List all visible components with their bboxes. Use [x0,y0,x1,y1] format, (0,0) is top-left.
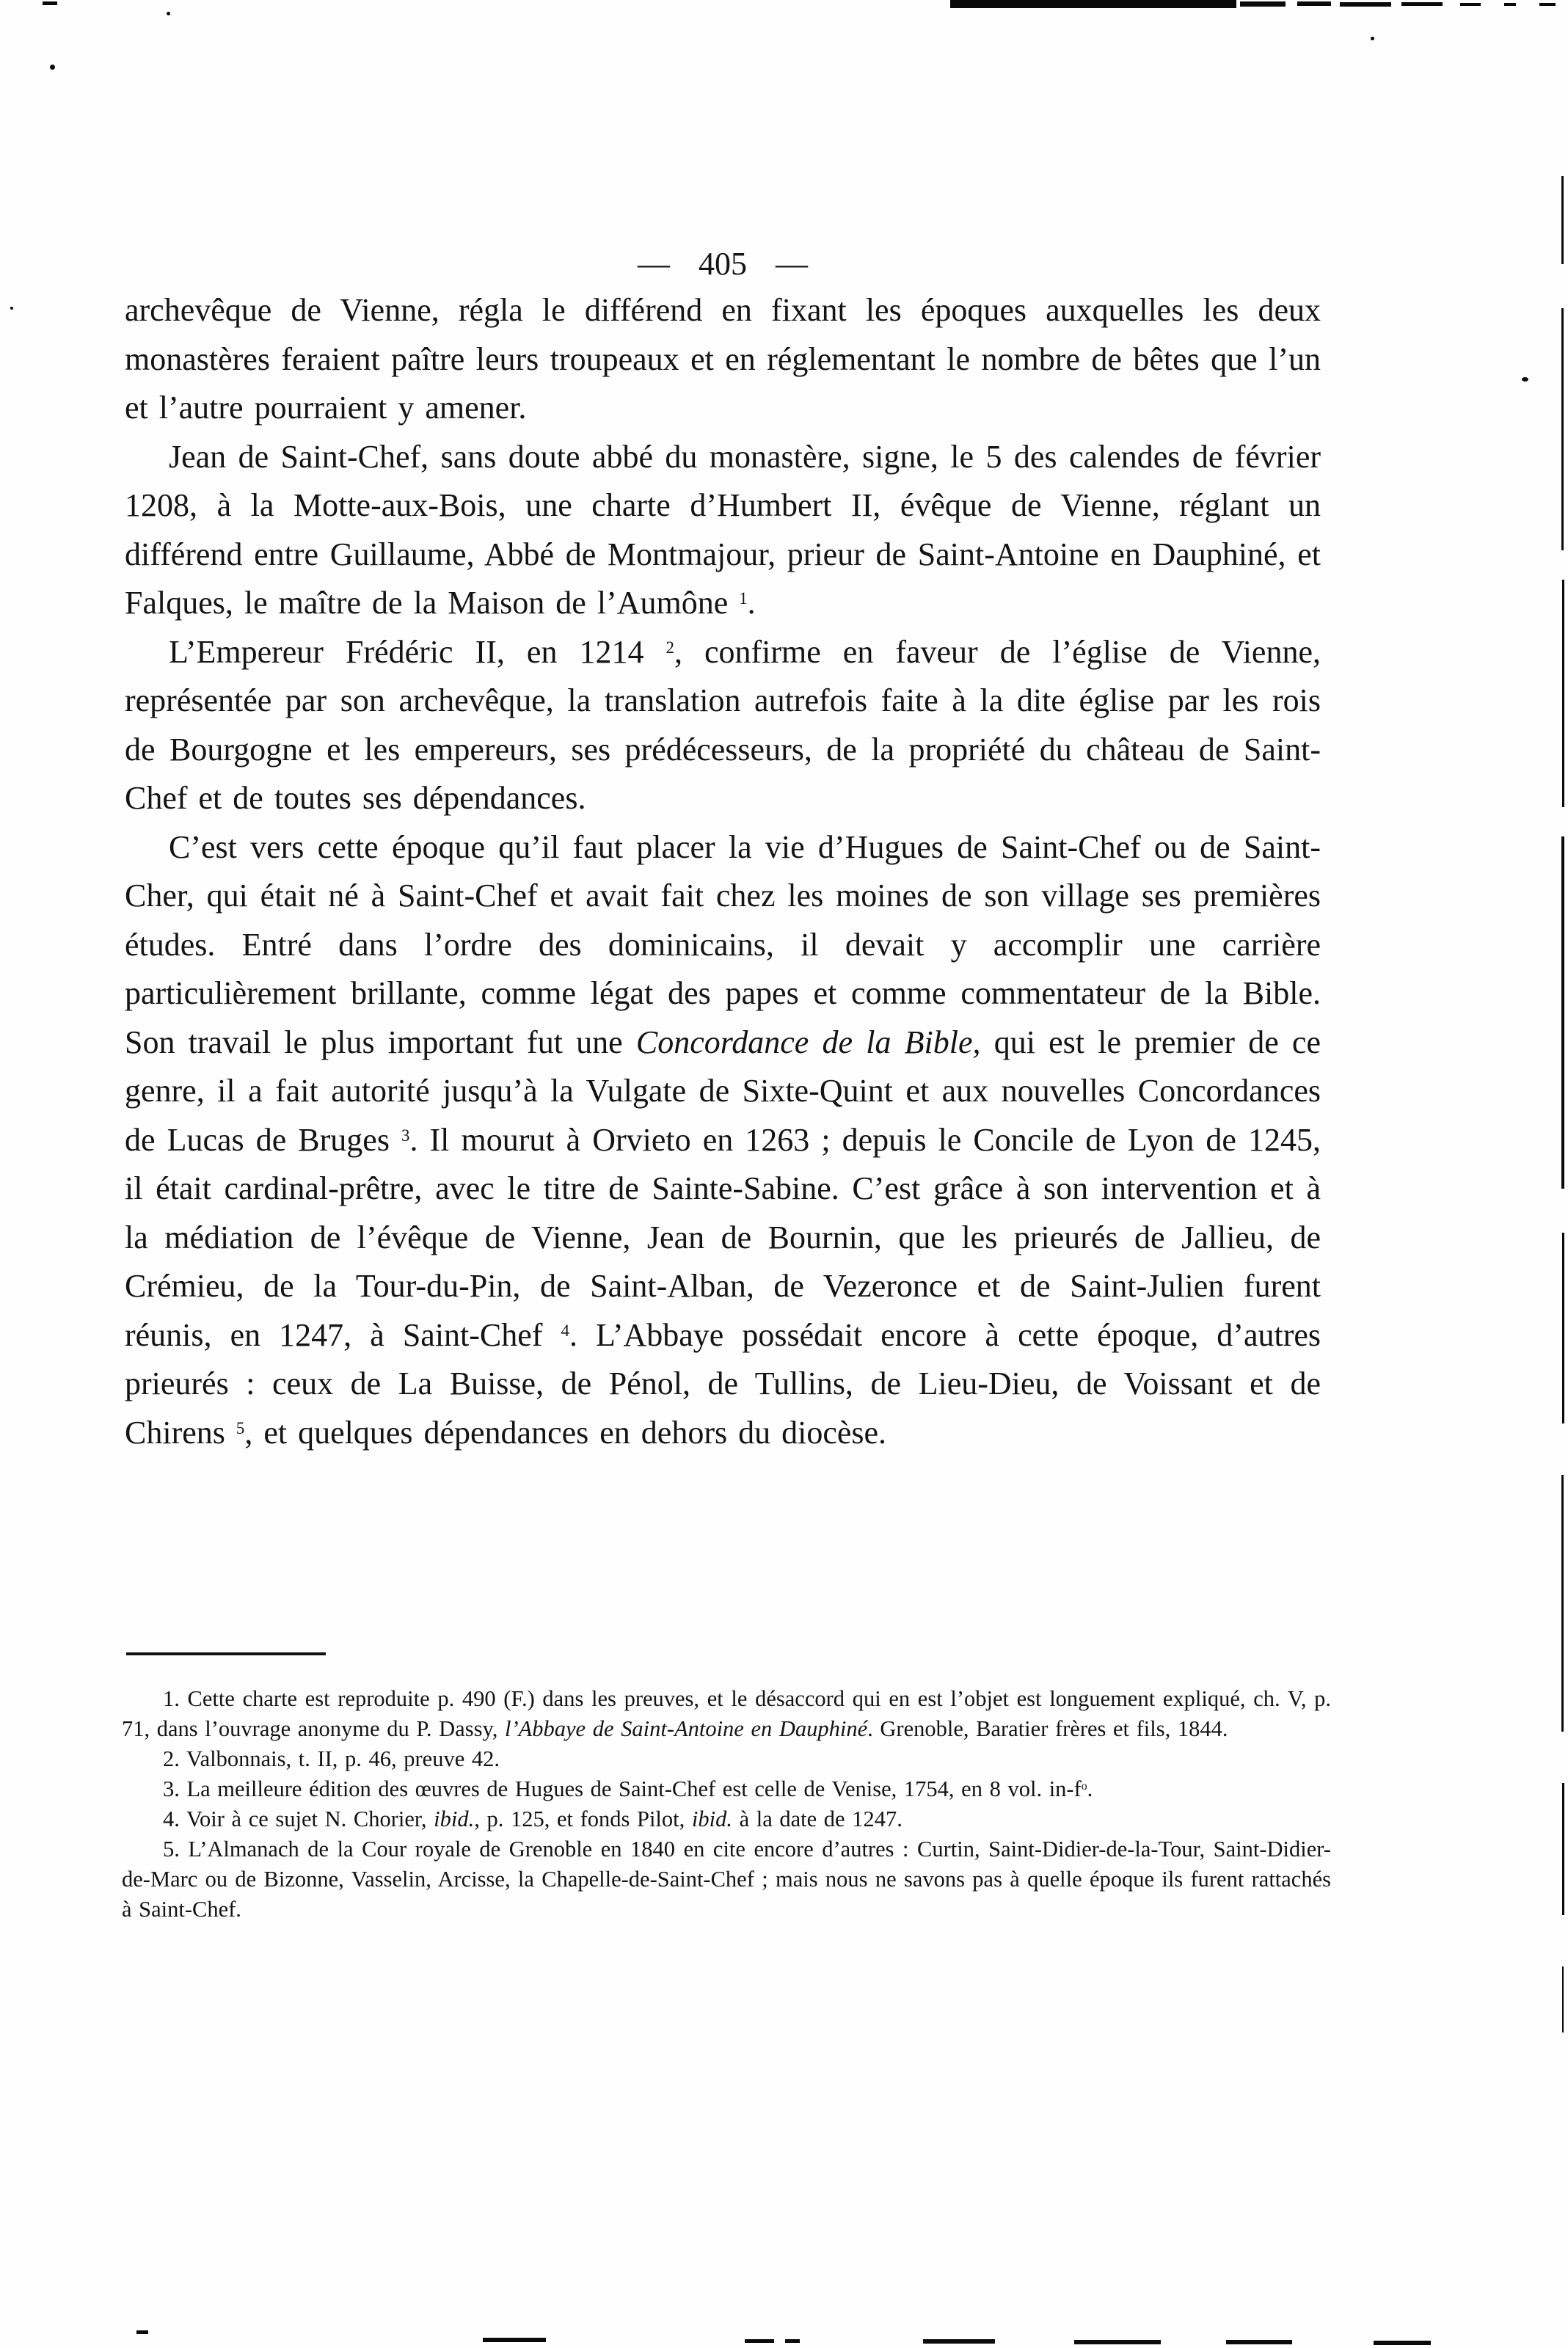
body-text [125,286,1321,1457]
scan-edge-right-line [1561,176,1564,264]
scan-edge-bottom-dash [923,2339,995,2344]
paragraph: L’Empereur Frédéric II, en 1214 $^2$, confirme en faveur de l’église de Vienne, représentée par son archevêque, la translation autrefois faite à la dite église par les rois de Bourgogne et les empereurs, ses prédécesseurs, de la propriété du château de Saint-Chef et de toutes ses dépendances. [125,633,1321,816]
scan-edge-top-dash [1504,3,1516,6]
scan-edge-top-dash [1460,3,1481,6]
scan-edge-right-line [1562,1783,1564,1915]
footnote: 1. Cette charte est reproduite p. 490 (F.) dans les preuves, et le désaccord qui en est l’objet est longuement expliqué, ch. V, p. 71, dans l’ouvrage anonyme du P. Dassy, l’Abbaye de Saint-Antoine en Dauphiné. Grenoble, Baratier frères et fils, 1844. [122,1686,1331,1741]
scan-edge-top-dash [1539,3,1556,6]
scan-edge-bottom-dash [785,2339,800,2343]
scan-edge-top-dash [1340,2,1391,7]
scan-speck [1522,377,1528,382]
scan-edge-top-dash [1240,1,1286,7]
footnote: 4. Voir à ce sujet N. Chorier, ibid., p. 125, et fonds Pilot, ibid. à la date de 1247. [163,1806,902,1831]
scan-edge-top-dash [1401,2,1443,6]
scan-edge-bottom-dash [745,2339,774,2343]
scan-speck [50,65,55,70]
paragraph: Jean de Saint-Chef, sans doute abbé du monastère, signe, le 5 des calendes de février 1208, à la Motte-aux-Bois, une charte d’Humbert II, évêque de Vienne, réglant un différend entre Guillaume, Abbé de Montmajour, prieur de Saint-Antoine en Dauphiné, et Falques, le maître de la Maison de l’Aumône $^1$. [125,438,1321,621]
scan-edge-right-line [1561,1475,1564,1732]
scan-edge-bottom-dash [1226,2340,1292,2344]
scan-edge-right-line [1561,836,1564,1189]
scan-speck [167,12,170,15]
footnote: 5. L’Almanach de la Cour royale de Grenoble en 1840 en cite encore d’autres : Curtin, Saint-Didier-de-la-Tour, Saint-Didier-de-Marc ou de Bizonne, Vasselin, Arcisse, la Chapelle-de-Saint-Chef ; mais nous ne savons pas à quelle époque ils furent rattachés à Saint-Chef. [122,1837,1331,1922]
scan-edge-right-line [1562,580,1564,807]
paragraph: C’est vers cette époque qu’il faut placer la vie d’Hugues de Saint-Chef ou de Saint-Cher, qui était né à Saint-Chef et avait fait chez les moines de son village ses premières études. Entré dans l’ordre des dominicains, il devait y accomplir une carrière particulièrement brillante, comme légat des papes et comme commentateur de la Bible. Son travail le plus important fut une Concordance de la Bible, qui est le premier de ce genre, il a fait autorité jusqu’à la Vulgate de Sixte-Quint et aux nouvelles Concordances de Lucas de Bruges $^3$. Il mourut à Orvieto en 1263 ; depuis le Concile de Lyon de 1245, il était cardinal-prêtre, avec le titre de Sainte-Sabine. C’est grâce à son intervention et à la médiation de l’évêque de Vienne, Jean de Bournin, que les prieurés de Jallieu, de Crémieu, de la Tour-du-Pin, de Saint-Alban, de Vezeronce et de Saint-Julien furent réunis, en 1247, à Saint-Chef $^4$. L’Abbaye possédait encore à cette époque, d’autres prieurés : ceux de La Buisse, de Pénol, de Tullins, de Lieu-Dieu, de Voissant et de Chirens $^5$, et quelques dépendances en dehors du diocèse. [125,828,1321,1451]
footnote-separator-rule [126,1652,326,1655]
scan-speck [1371,37,1374,40]
scan-edge-right-line [1562,1966,1564,2032]
paragraph: archevêque de Vienne, régla le différend en fixant les époques auxquelles les deux monastères feraient paître leurs troupeaux et en réglementant le nombre de bêtes que l’un et l’autre pourraient y amener. [125,292,1321,426]
footnote: 3. La meilleure édition des œuvres de Hugues de Saint-Chef est celle de Venise, 1754, en 8 vol. $in-f^o$. [163,1776,1093,1801]
scan-edge-bottom-dash [483,2338,546,2342]
footnote: 2. Valbonnais, t. II, p. 46, preuve 42. [163,1746,500,1771]
scan-edge-top-dash [1297,1,1331,6]
scan-edge-bottom-dash [1074,2340,1161,2344]
scan-edge-bottom-dash [136,2330,148,2334]
page-number: — 405 — [638,246,808,282]
scan-edge-bottom-dash [1374,2341,1431,2345]
scan-speck [10,307,13,310]
scan-edge-right-line [1561,308,1564,550]
scan-edge-top-dash [43,1,57,5]
scan-edge-right-line [1562,1233,1564,1423]
footnotes [122,1684,1331,1925]
scan-edge-top-bar [950,0,1236,8]
